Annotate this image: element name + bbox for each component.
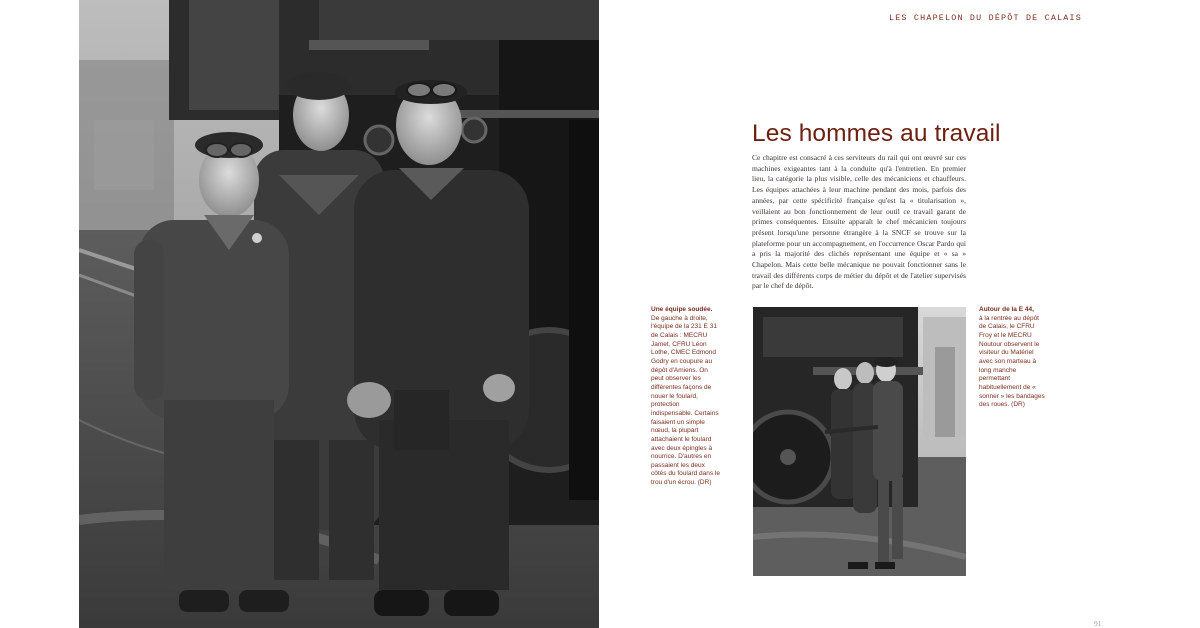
caption-right [979, 306, 1047, 410]
caption-left [651, 306, 721, 488]
chapter-body-text: Ce chapitre est consacré à ces serviteurs du rail qui ont œuvré sur ces machines exigeantes tant à la conduite qu'à l'entretien. En premier lieu, la catégorie la plus visible, celle des mécaniciens et chauffeurs. Les équipes attachées à leur machine pendant des mois, parfois des années, par cette spécificité française qu'est la « titularisation », veillaient au bon fonctionnement de leur outil ce travail garant de primes conséquentes. Ensuite apparaît le chef mécanicien toujours présent lorsqu'une personne étrangère à la SNCF se trouve sur la plateforme pour un accompagnement, en l'occurrence Oscar Pardo qui a pris la majorité des clichés représentant une équipe et « sa » Chapelon. Mais cette belle mécanique ne pouvait fonctionner sans le travail des différents corps de métier du dépôt et de l'atelier supervisés par le chef de dépôt. [752, 153, 966, 291]
chapter-title: Les hommes au travail [752, 120, 1001, 147]
caption-right-text: à la rentrée au dépôt de Calais, le CFRU Froy et le MECRU Noutour observent le visiteur du Matériel avec son marteau à long manche permettant habituellement de « sonner » les bandages des roues. (DR) [979, 314, 1045, 409]
small-photo [753, 307, 966, 576]
caption-left-lead: Une équipe soudée. [651, 306, 713, 313]
running-head: LES CHAPELON DU DÉPÔT DE CALAIS [888, 13, 1082, 23]
caption-right-lead: Autour de la E 44, [979, 306, 1034, 313]
page-number: 91 [1094, 619, 1102, 628]
caption-left-text: De gauche à droite, l'équipe de la 231 E 31 de Calais : MECRU Jamet, CFRU Léon Lothe, CMEC Edmond Godry en coupure au dépôt d'Amiens. On peut observer les différentes façons de nouer le foulard, protection indispensable. Certains faisaient un simple nœud, la plupart attachaient le foulard avec deux épingles à nourrice. D'autres en passaient les deux côtés du foulard dans le trou d'un écrou. (DR) [651, 314, 721, 487]
main-photo [79, 0, 599, 628]
